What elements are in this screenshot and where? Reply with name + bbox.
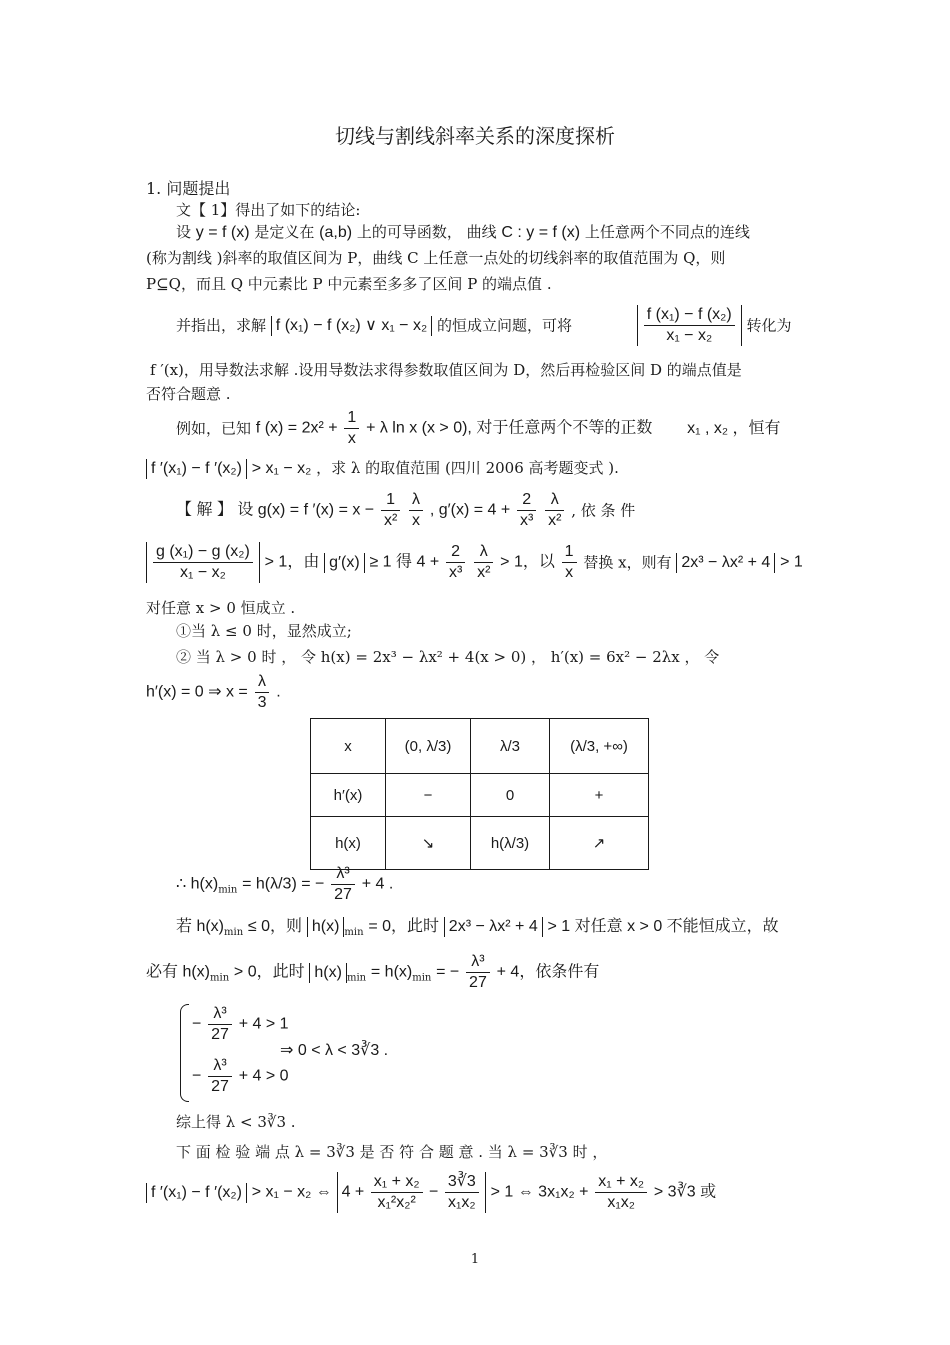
formula: − bbox=[192, 1015, 202, 1033]
monotonicity-table bbox=[310, 718, 649, 870]
text: 转化为 bbox=[746, 316, 792, 335]
formula: + λ ln x (x > 0), 对于任意两个不等的正数 bbox=[366, 419, 653, 437]
table-cell: h′(x) bbox=[311, 774, 386, 817]
fraction: $\frac{1}{x}$ bbox=[562, 542, 577, 583]
system-brace bbox=[180, 1004, 189, 1102]
table-cell: − bbox=[386, 774, 471, 817]
paragraph-line: ①当 λ ≤ 0 时，显然成立; bbox=[176, 622, 352, 640]
text: 上任意两个不同点的连线 bbox=[584, 223, 750, 241]
table-cell: (0, λ/3) bbox=[386, 719, 471, 774]
formula: f ′(x₁) − f ′(x₂) bbox=[146, 1183, 247, 1203]
formula: 【 解 】 设 g(x) = f ′(x) = x − bbox=[176, 501, 375, 519]
formula: h(x) bbox=[309, 963, 347, 983]
formula: f (x₁) − f (x₂) ∨ x₁ − x₂ bbox=[271, 316, 432, 336]
paragraph-line: 否符合题意 . bbox=[146, 385, 231, 403]
formula: 若 h(x) bbox=[176, 918, 225, 935]
text: 替换 x，则有 bbox=[583, 553, 672, 572]
formula: + 4 > 1 bbox=[238, 1015, 289, 1033]
formula: + 4 . bbox=[361, 875, 394, 893]
table-cell: + bbox=[550, 774, 649, 817]
formula: ∴ h(x) bbox=[176, 875, 219, 893]
formula: > 1，以 bbox=[500, 553, 555, 571]
table-cell: h(x) bbox=[311, 817, 386, 870]
formula: 2x³ − λx² + 4 bbox=[444, 917, 543, 937]
formula: − bbox=[192, 1067, 202, 1085]
paragraph-line: f ′(x)，用导数法求解 .设用导数法求得参数取值区间为 D，然后再检验区间 D 的端点值是 bbox=[150, 361, 742, 379]
system-line bbox=[192, 1004, 289, 1048]
formula: g′(x) bbox=[324, 553, 365, 573]
formula: f ′(x₁) − f ′(x₂) bbox=[146, 459, 247, 479]
formula: 必有 h(x) bbox=[146, 963, 211, 981]
formula: $\frac{\text{g (x₁) − g (x₂)}}{\text{x₁ − x₂}}$ bbox=[146, 542, 260, 583]
decrease-arrow-icon: ↘ bbox=[386, 817, 471, 870]
fraction: $\frac{\lambda}{\text{x²}}$ bbox=[545, 490, 564, 531]
paragraph-line: (称为割线 )斜率的取值区间为 P，曲线 C 上任意一点处的切线斜率的取值范围为 Q，则 bbox=[146, 249, 726, 267]
formula: 2x³ − λx² + 4 bbox=[676, 553, 775, 573]
fraction: $\frac{\lambda}{3}$ bbox=[255, 672, 270, 713]
text: 上的可导函数， 曲线 bbox=[356, 223, 497, 241]
formula: > 1 对任意 x > 0 不能恒成立，故 bbox=[547, 918, 779, 935]
subscript: min bbox=[224, 927, 244, 938]
formula: 4 + $\frac{\text{x₁ + x₂}}{\text{x₁²x₂²}}$ − $\frac{3∛3}{\text{x₁x₂}}$ bbox=[337, 1172, 486, 1213]
fraction: $\frac{\text{λ³}}{27}$ bbox=[208, 1004, 232, 1045]
fraction: $\frac{\text{λ³}}{27}$ bbox=[331, 864, 355, 905]
text: , 依 条 件 bbox=[571, 501, 636, 520]
formula: = 0，此时 bbox=[368, 918, 440, 935]
formula: $\frac{\text{f (x₁) − f (x₂)}}{\text{x₁ − x₂}}$ bbox=[637, 305, 742, 346]
paragraph-line: P⊆Q，而且 Q 中元素比 P 中元素至多多了区间 P 的端点值 . bbox=[146, 275, 552, 293]
formula: > 1，由 bbox=[264, 553, 320, 571]
formula: + 4 > 0 bbox=[238, 1067, 289, 1085]
paragraph-line bbox=[146, 458, 619, 479]
paragraph-line bbox=[146, 952, 599, 996]
text: . bbox=[276, 683, 281, 701]
paragraph-line: ② 当 λ > 0 时 ， 令 h(x) = 2x³ − λx² + 4(x > 0) ， h′(x) = 6x² − 2λx ， 令 bbox=[176, 648, 720, 666]
paragraph-line bbox=[176, 408, 781, 452]
subscript: min bbox=[412, 972, 432, 984]
fraction: $\frac{1}{x}$ bbox=[344, 408, 359, 449]
text: 设 bbox=[176, 223, 192, 241]
formula: ≤ 0，则 bbox=[247, 918, 303, 935]
paragraph-line bbox=[176, 916, 779, 943]
paragraph-line bbox=[176, 305, 792, 355]
fraction: $\frac{2}{\text{x³}}$ bbox=[446, 542, 465, 583]
paragraph-line: 综上得 λ < 3∛3 . bbox=[176, 1113, 296, 1131]
paragraph-line bbox=[146, 672, 281, 716]
formula: ≥ 1 得 4 + bbox=[369, 553, 440, 571]
page-number: 1 bbox=[470, 1252, 480, 1267]
text: 的恒成立问题，可将 bbox=[436, 316, 572, 335]
formula: = h(λ/3) = − bbox=[242, 875, 325, 893]
text: 并指出，求解 bbox=[176, 316, 267, 335]
formula: f (x) = 2x² + bbox=[255, 419, 338, 437]
text: 例如，已知 bbox=[176, 419, 252, 438]
paragraph-line: 对任意 x > 0 恒成立 . bbox=[146, 599, 296, 617]
formula: (a,b) bbox=[319, 224, 353, 241]
paragraph-line: 下 面 检 验 端 点 λ = 3∛3 是 否 符 合 题 意 . 当 λ = 3∛3 时 ， bbox=[176, 1143, 608, 1161]
formula: h(x) bbox=[307, 917, 345, 937]
subscript: min bbox=[210, 972, 230, 984]
formula: > 0，此时 bbox=[233, 963, 305, 981]
fraction: $\frac{\text{λ³}}{27}$ bbox=[466, 952, 490, 993]
formula: = h(x) bbox=[370, 963, 413, 981]
table-cell: h(λ/3) bbox=[471, 817, 550, 870]
subscript: min bbox=[218, 884, 238, 896]
formula: > 1 ⇔ 3x₁x₂ + bbox=[490, 1183, 589, 1201]
increase-arrow-icon: ↗ bbox=[550, 817, 649, 870]
formula: + 4，依条件有 bbox=[496, 963, 600, 981]
system-line bbox=[192, 1056, 289, 1100]
formula: > x₁ − x₂ ⇔ bbox=[251, 1183, 332, 1201]
formula: y = f (x) bbox=[195, 224, 250, 241]
table-cell: x bbox=[311, 719, 386, 774]
text: 是定义在 bbox=[254, 223, 315, 241]
formula: C : y = f (x) bbox=[501, 224, 581, 241]
fraction: $\frac{1}{\text{x²}}$ bbox=[381, 490, 400, 531]
text: ，求 λ 的取值范围 (四川 2006 高考题变式 ). bbox=[316, 459, 619, 477]
fraction: $\frac{2}{\text{x³}}$ bbox=[517, 490, 536, 531]
fraction: $\frac{\lambda}{\text{x²}}$ bbox=[474, 542, 493, 583]
paragraph-line bbox=[146, 542, 803, 590]
fraction: $\frac{\text{x₁ + x₂}}{\text{x₁x₂}}$ bbox=[595, 1172, 647, 1213]
formula: > 3∛3 或 bbox=[653, 1183, 717, 1201]
page-title: 切线与割线斜率关系的深度探析 bbox=[335, 124, 615, 148]
paragraph-line bbox=[176, 864, 393, 908]
table-cell: (λ/3, +∞) bbox=[550, 719, 649, 774]
formula: x₁ , x₂ ，恒有 bbox=[687, 419, 781, 437]
paragraph-line bbox=[176, 490, 635, 534]
formula: ⇒ 0 < λ < 3∛3 . bbox=[280, 1042, 389, 1059]
fraction: $\frac{\text{λ³}}{27}$ bbox=[208, 1056, 232, 1097]
system-result bbox=[280, 1040, 388, 1061]
formula: = − bbox=[436, 963, 460, 981]
paragraph-line: 文【 1】得出了如下的结论: bbox=[176, 201, 361, 219]
paragraph-line bbox=[146, 1172, 716, 1222]
formula: , g′(x) = 4 + bbox=[429, 501, 511, 519]
formula: > x₁ − x₂ bbox=[251, 460, 312, 477]
subscript: min bbox=[346, 972, 367, 984]
formula: > 1 bbox=[780, 553, 803, 571]
formula: h′(x) = 0 ⇒ x = bbox=[146, 683, 248, 701]
subscript: min bbox=[344, 927, 364, 938]
table-cell: 0 bbox=[471, 774, 550, 817]
fraction: $\frac{\lambda}{x}$ bbox=[409, 490, 423, 531]
table-cell: λ/3 bbox=[471, 719, 550, 774]
paragraph-line bbox=[176, 222, 750, 243]
section-heading: 1. 问题提出 bbox=[146, 179, 231, 198]
